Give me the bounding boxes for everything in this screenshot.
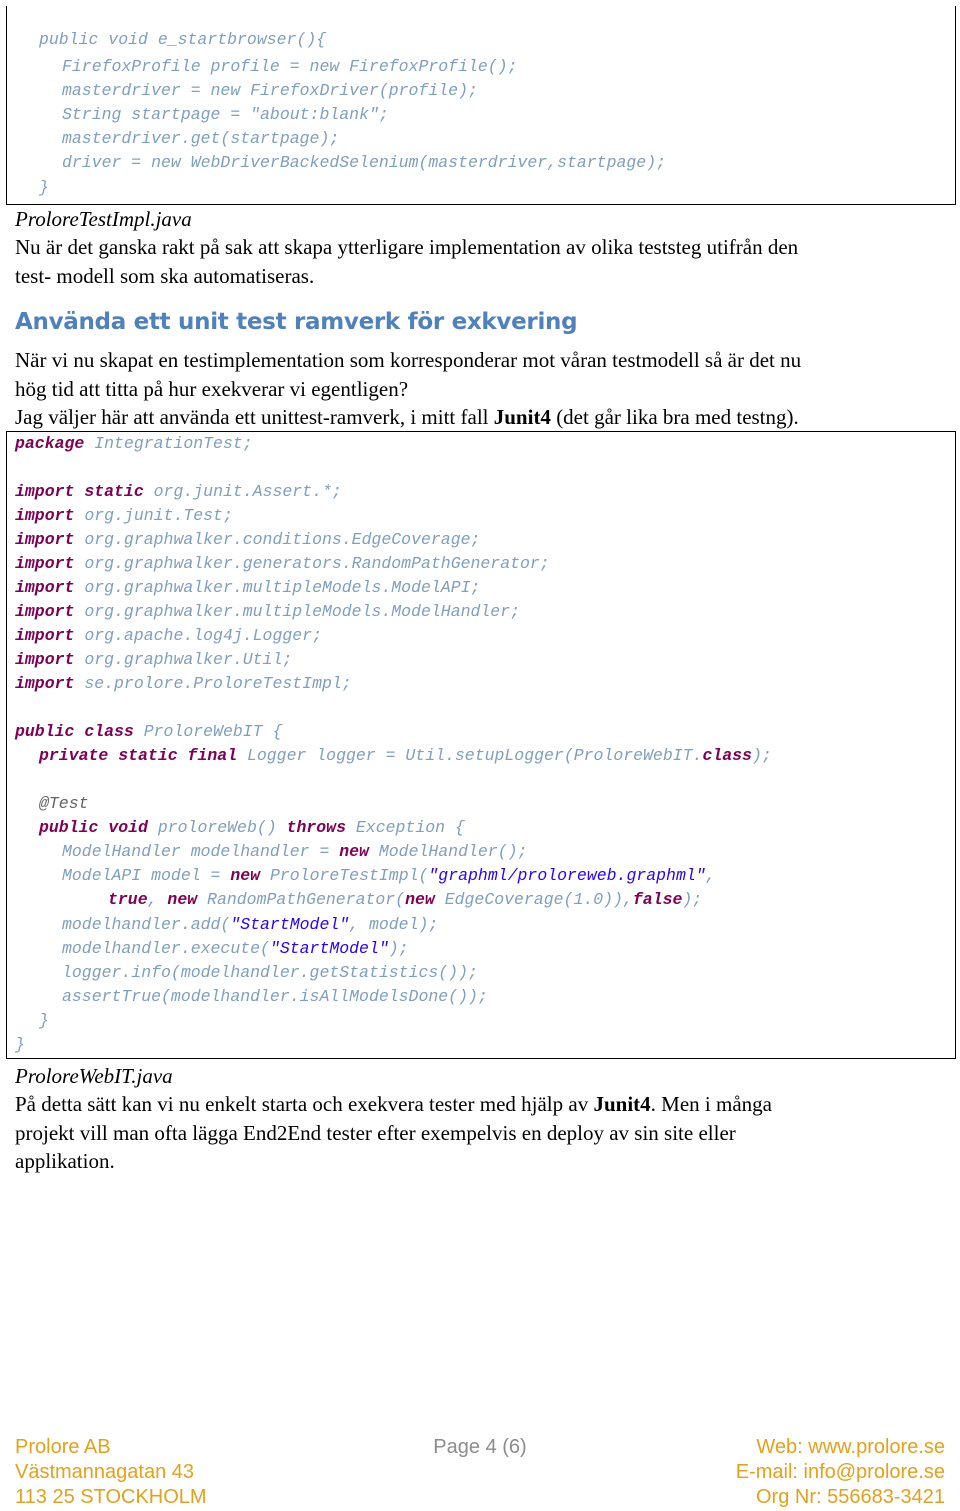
code-line: String startpage = "about:blank"; <box>62 105 389 124</box>
code-line: } <box>39 178 49 197</box>
code-text: org.junit.Assert.*; <box>153 482 342 501</box>
code-text: modelhandler.add( <box>62 915 231 934</box>
code-text: IntegrationTest; <box>94 434 253 453</box>
code-line <box>39 818 465 837</box>
code-text: org.graphwalker.multipleModels.ModelAPI; <box>84 578 481 597</box>
caption-prolore-web-it: ProloreWebIT.java <box>15 1064 173 1088</box>
bold-text: Junit4 <box>593 1092 651 1116</box>
keyword: class <box>702 746 752 765</box>
code-line: logger.info(modelhandler.getStatistics()); <box>62 963 478 982</box>
keyword: public <box>15 722 75 741</box>
keyword: import <box>15 482 75 501</box>
keyword: import <box>15 602 75 621</box>
paragraph-junit <box>15 403 799 432</box>
code-line <box>15 722 282 741</box>
keyword: throws <box>286 818 346 837</box>
code-text: ProloreWebIT { <box>143 722 283 741</box>
keyword: import <box>15 650 75 669</box>
footer-city: 113 25 STOCKHOLM <box>15 1486 207 1508</box>
code-block-prolore-web-it <box>6 431 956 1059</box>
code-line: } <box>39 1011 49 1030</box>
code-line <box>15 578 480 597</box>
keyword: import <box>15 578 75 597</box>
string-literal: "graphml/proloreweb.graphml" <box>428 866 706 885</box>
code-text: RandomPathGenerator( <box>207 890 406 909</box>
code-text: ); <box>388 939 409 958</box>
keyword: new <box>339 842 369 861</box>
code-text: org.junit.Test; <box>84 506 233 525</box>
code-text: ModelHandler modelhandler = <box>62 842 330 861</box>
keyword: true <box>108 890 148 909</box>
bold-text: Junit4 <box>493 405 551 429</box>
keyword: false <box>632 890 683 909</box>
text-segment: . Men i många <box>650 1092 772 1116</box>
string-literal: "StartModel" <box>269 939 389 958</box>
footer-org-nr: Org Nr: 556683-3421 <box>755 1486 945 1508</box>
code-line: driver = new WebDriverBackedSelenium(masterdriver,startpage); <box>62 153 666 172</box>
code-line <box>62 866 716 885</box>
paragraph-line: Nu är det ganska rakt på sak att skapa ytterligare implementation av olika teststeg utifrån den <box>15 235 799 259</box>
code-text: , model); <box>349 915 439 934</box>
code-line <box>15 530 480 549</box>
footer-company: Prolore AB <box>15 1436 111 1458</box>
code-text: ); <box>751 746 772 765</box>
footer-email: E-mail: info@prolore.se <box>735 1461 945 1483</box>
footer-page-number: Page 4 (6) <box>433 1436 527 1458</box>
code-text: org.graphwalker.conditions.EdgeCoverage; <box>84 530 481 549</box>
code-line <box>62 842 527 861</box>
code-text: , <box>705 866 716 885</box>
code-line: assertTrue(modelhandler.isAllModelsDone()); <box>62 987 488 1006</box>
code-line <box>15 650 292 669</box>
code-line <box>15 434 253 453</box>
code-line <box>15 506 233 525</box>
code-text: ModelHandler(); <box>378 842 528 861</box>
footer-street: Västmannagatan 43 <box>15 1461 195 1483</box>
paragraph-line: applikation. <box>15 1149 115 1173</box>
keyword: final <box>187 746 238 765</box>
code-block-start-browser <box>6 6 956 205</box>
paragraph-junit-usage <box>15 1090 772 1119</box>
code-line: FirefoxProfile profile = new FirefoxProfile(); <box>62 57 518 76</box>
keyword: import <box>15 674 75 693</box>
code-text: modelhandler.execute( <box>62 939 270 958</box>
keyword: package <box>15 434 85 453</box>
keyword: new <box>230 866 261 885</box>
keyword: import <box>15 554 75 573</box>
section-heading: Använda ett unit test ramverk för exkvering <box>15 309 578 335</box>
keyword: void <box>108 818 148 837</box>
code-line <box>39 746 772 765</box>
paragraph-line: projekt vill man ofta lägga End2End tester efter exempelvis en deploy av sin site eller <box>15 1121 736 1145</box>
code-text: ProloreTestImpl( <box>269 866 429 885</box>
code-text: proloreWeb() <box>157 818 277 837</box>
code-line <box>39 794 89 813</box>
code-text: , <box>147 890 158 909</box>
code-text: org.apache.log4j.Logger; <box>84 626 322 645</box>
keyword: class <box>84 722 134 741</box>
code-text: Logger logger = Util.setupLogger(ProloreWebIT. <box>246 746 703 765</box>
code-text: org.graphwalker.Util; <box>84 650 293 669</box>
text-segment: På detta sätt kan vi nu enkelt starta och exekvera tester med hjälp av <box>15 1092 594 1116</box>
code-line: public void e_startbrowser(){ <box>39 30 327 49</box>
text-segment: (det går lika bra med testng). <box>550 405 799 429</box>
code-text: EdgeCoverage(1.0)), <box>444 890 633 909</box>
code-line <box>62 915 438 934</box>
keyword: public <box>39 818 99 837</box>
keyword: static <box>84 482 144 501</box>
paragraph-line: test- modell som ska automatiseras. <box>15 264 315 288</box>
paragraph-line: När vi nu skapat en testimplementation som korresponderar mot våran testmodell så är det nu <box>15 348 802 372</box>
keyword: import <box>15 626 75 645</box>
code-text: org.graphwalker.multipleModels.ModelHandler; <box>84 602 520 621</box>
code-line <box>15 626 322 645</box>
paragraph-line: hög tid att titta på hur exekverar vi egentligen? <box>15 377 409 401</box>
code-text: ModelAPI model = <box>62 866 221 885</box>
code-line <box>62 939 409 958</box>
code-line: } <box>15 1035 25 1054</box>
code-line <box>15 554 550 573</box>
code-line <box>15 674 352 693</box>
code-text: se.prolore.ProloreTestImpl; <box>84 674 352 693</box>
keyword: new <box>167 890 198 909</box>
keyword: import <box>15 530 75 549</box>
keyword: private <box>39 746 109 765</box>
code-text: ); <box>682 890 703 909</box>
keyword: static <box>118 746 178 765</box>
keyword: new <box>405 890 435 909</box>
footer-web: Web: www.prolore.se <box>756 1436 945 1458</box>
code-line: masterdriver = new FirefoxDriver(profile); <box>62 81 478 100</box>
code-line <box>108 890 702 909</box>
code-line <box>15 482 342 501</box>
keyword: import <box>15 506 75 525</box>
code-text: Exception { <box>355 818 465 837</box>
code-line: masterdriver.get(startpage); <box>62 129 340 148</box>
annotation: @Test <box>39 794 89 813</box>
string-literal: "StartModel" <box>230 915 350 934</box>
text-segment: Jag väljer här att använda ett unittest-ramverk, i mitt fall <box>15 405 494 429</box>
caption-prolore-test-impl: ProloreTestImpl.java <box>15 207 192 231</box>
code-line <box>15 602 520 621</box>
code-text: org.graphwalker.generators.RandomPathGenerator; <box>84 554 550 573</box>
